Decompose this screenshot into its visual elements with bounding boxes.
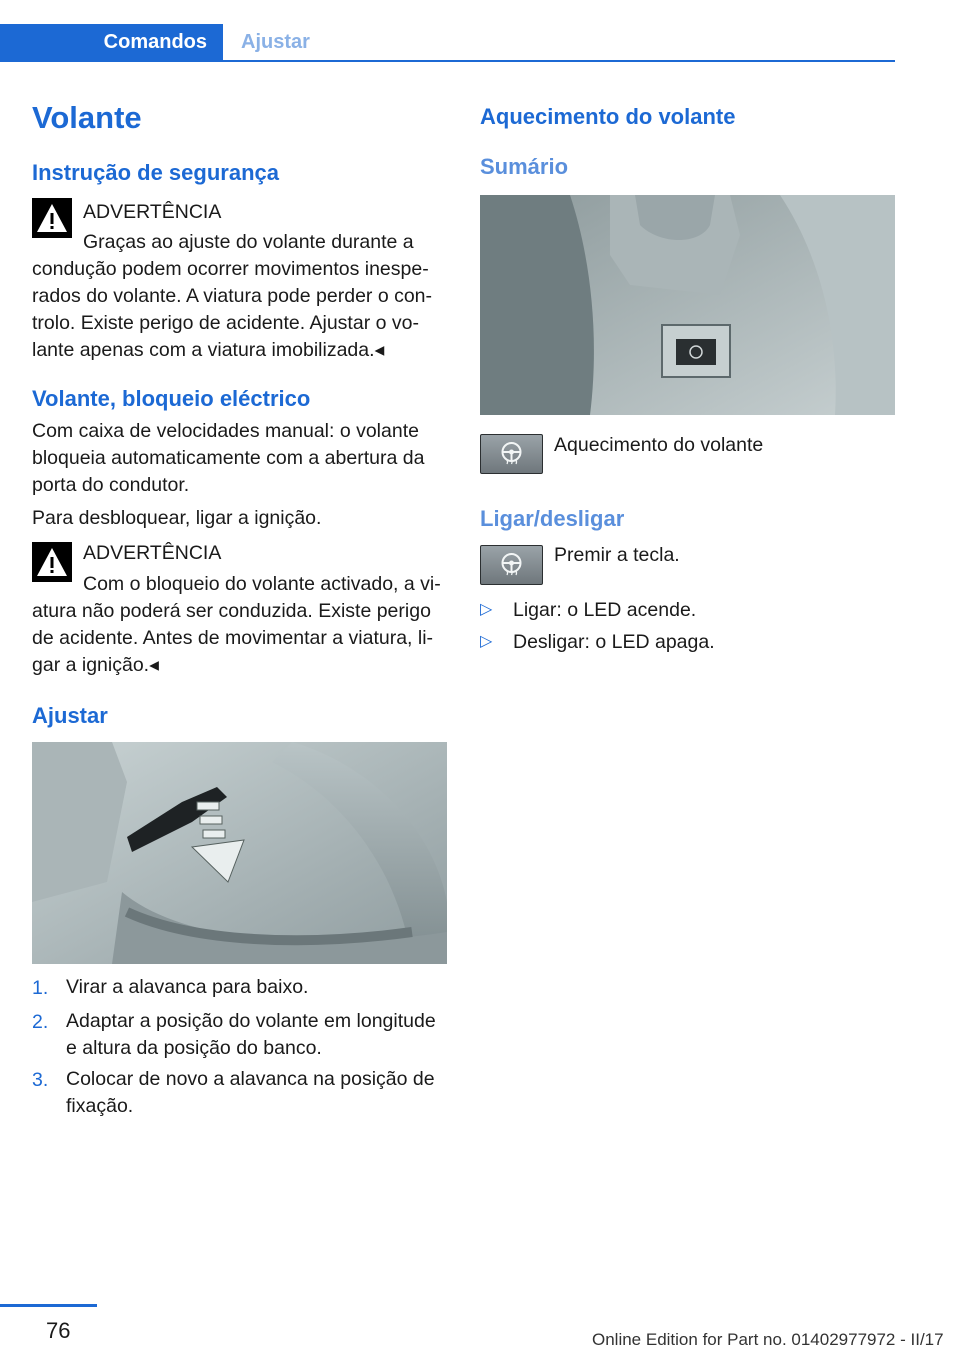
safety-heading: Instrução de segurança — [32, 160, 279, 185]
tab-comandos[interactable]: Comandos — [0, 24, 223, 61]
adjust-heading: Ajustar — [32, 703, 108, 728]
warning1-line: trolo. Existe perigo de acidente. Ajustar o vo- — [32, 312, 419, 334]
footer-rule — [0, 1304, 97, 1307]
steering-heat-button-icon — [480, 434, 543, 474]
bullet-text: Ligar: o LED acende. — [513, 599, 697, 621]
bullet-text: Desligar: o LED apaga. — [513, 631, 715, 653]
warning1-line: rados do volante. A viatura pode perder o con- — [32, 285, 433, 307]
step-text: Colocar de novo a alavanca na posição de — [66, 1068, 435, 1090]
heating-heading: Aquecimento do volante — [480, 104, 736, 129]
warning2-line: gar a ignição.◂ — [32, 654, 159, 676]
header-rule — [0, 60, 895, 62]
summary-heading: Sumário — [480, 154, 569, 179]
step-number: 3. — [32, 1069, 49, 1091]
lock-text-line: porta do condutor. — [32, 474, 190, 496]
heating-overview-photo — [480, 195, 895, 415]
lever-illustration — [32, 742, 447, 964]
lock-text-line: bloqueia automaticamente com a abertura da — [32, 447, 425, 469]
warning2-line: atura não poderá ser conduzida. Existe perigo — [32, 600, 431, 622]
step-text: e altura da posição do banco. — [66, 1037, 322, 1059]
bullet-marker-icon: ▷ — [480, 633, 493, 650]
step-text: Adaptar a posição do volante em longitude — [66, 1010, 436, 1032]
lock-text-line: Com caixa de velocidades manual: o volante — [32, 420, 419, 442]
header-tabbar — [0, 24, 895, 62]
unlock-text: Para desbloquear, ligar a ignição. — [32, 507, 322, 529]
button-caption: Aquecimento do volante — [554, 434, 764, 456]
step-text: fixação. — [66, 1095, 134, 1117]
warning2-title: ADVERTÊNCIA — [83, 542, 222, 564]
warning2-line: Com o bloqueio do volante activado, a vi- — [83, 573, 441, 595]
tab-ajustar[interactable]: Ajustar — [241, 31, 310, 53]
warning1-line: Graças ao ajuste do volante durante a — [83, 231, 414, 253]
warning1-line: condução podem ocorrer movimentos inespe- — [32, 258, 429, 280]
warning1-title: ADVERTÊNCIA — [83, 201, 222, 223]
step-text: Virar a alavanca para baixo. — [66, 976, 309, 998]
warning-icon — [32, 542, 72, 582]
page-title: Volante — [32, 100, 142, 135]
warning2-line: de acidente. Antes de movimentar a viatura, li- — [32, 627, 434, 649]
bullet-marker-icon: ▷ — [480, 601, 493, 618]
step-number: 2. — [32, 1011, 49, 1033]
lock-heading: Volante, bloqueio eléctrico — [32, 386, 311, 411]
page-number: 76 — [46, 1318, 71, 1343]
warning-icon — [32, 198, 72, 238]
edition-note: Online Edition for Part no. 01402977972 - II/17 — [592, 1330, 944, 1349]
onoff-heading: Ligar/desligar — [480, 506, 625, 531]
press-text: Premir a tecla. — [554, 544, 680, 566]
warning1-line: lante apenas com a viatura imobilizada.◂ — [32, 339, 385, 361]
step-number: 1. — [32, 977, 49, 999]
steering-heat-button-icon — [480, 545, 543, 585]
